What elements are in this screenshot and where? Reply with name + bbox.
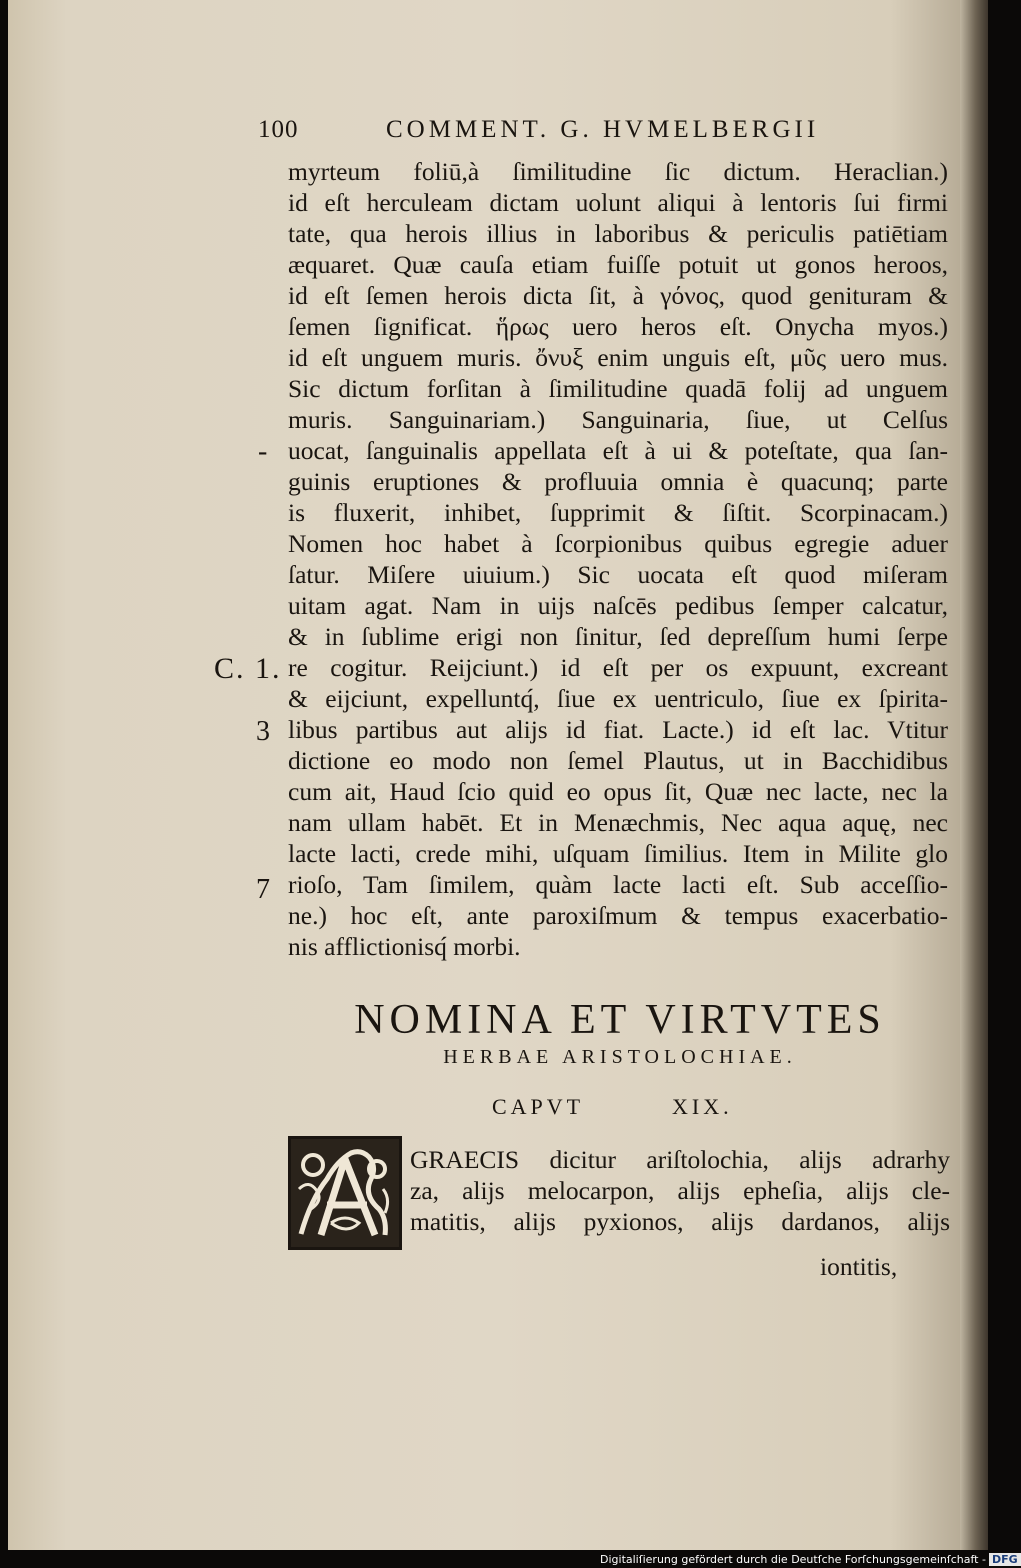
text-line: is fluxerit, inhibet, ſupprimit & ſiſtit. Scorpinacam.) xyxy=(288,498,948,527)
book-spine-shadow xyxy=(960,0,988,1550)
text-line: ſemen ſignificat. ἥρως uero heros eſt. Onycha myos.) xyxy=(288,312,948,341)
text-line: matitis, alijs pyxionos, alijs dardanos, alijs xyxy=(410,1207,950,1236)
text-line: guinis eruptiones & profluuia omnia è quacunq; parte xyxy=(288,467,948,496)
running-head xyxy=(258,116,918,152)
text-line: lacte lacti, crede mihi, uſquam ſimilius. Item in Milite glo xyxy=(288,839,948,868)
text-line: rioſo, Tam ſimilem, quàm lacte lacti eſt. Sub acceſſio- xyxy=(288,870,948,899)
chapter-number xyxy=(492,1094,752,1126)
text-line: Sic dictum forſitan à ſimilitudine quadā folij ad unguem xyxy=(288,374,948,403)
text-line: libus partibus aut alijs id fiat. Lacte.) id eſt lac. Vtitur xyxy=(288,715,948,744)
chapter-word: CAPVT xyxy=(492,1094,585,1119)
decorated-initial xyxy=(288,1136,402,1250)
margin-note-7: 7 xyxy=(256,874,270,905)
margin-note-3: 3 xyxy=(256,716,270,747)
text-line: muris. Sanguinariam.) Sanguinaria, ſiue, ut Celſus xyxy=(288,405,948,434)
text-line: uocat, ſanguinalis appellata eſt à ui & poteſtate, qua ſan- xyxy=(288,436,948,465)
margin-note-c1: C. 1. xyxy=(214,652,282,685)
text-line: nis afflictionisq́ morbi. xyxy=(288,932,521,961)
text-line: æquaret. Quæ cauſa etiam fuiſſe potuit ut gonos heroos, xyxy=(288,250,948,279)
text-line: ne.) hoc eſt, ante paroxiſmum & tempus exacerbatio- xyxy=(288,901,948,930)
text-line: uitam agat. Nam in uijs naſcēs pedibus ſemper calcatur, xyxy=(288,591,948,620)
margin-dash: - xyxy=(258,436,268,467)
text-line: re cogitur. Reijciunt.) id eſt per os expuunt, excreant xyxy=(288,653,948,682)
commentary-body xyxy=(288,156,948,962)
dfg-logo: DFG xyxy=(989,1553,1021,1566)
text-line: id eſt unguem muris. ὄνυξ enim unguis eſt, μῦς uero mus. xyxy=(288,343,948,372)
text-line: id eſt ſemen herois dicta ſit, à γόνος, quod genituram & xyxy=(288,281,948,310)
chapter-heading: NOMINA ET VIRTVTES xyxy=(354,997,886,1043)
text-line: & eijciunt, expelluntq́, ſiue ex uentriculo, ſiue ex ſpirita- xyxy=(288,684,948,713)
text-line: cum ait, Haud ſcio quid eo opus ſit, Quæ nec lacte, nec la xyxy=(288,777,948,806)
text-line: & in ſublime erigi non ſinitur, ſed depreſſum humi ſerpe xyxy=(288,622,948,651)
ornamental-initial-a-icon xyxy=(291,1139,399,1247)
running-title: COMMENT. G. HVMELBERGII xyxy=(386,116,820,143)
chapter-subheading: HERBAE ARISTOLOCHIAE. xyxy=(443,1046,797,1068)
catchword: iontitis, xyxy=(820,1252,898,1281)
page-number: 100 xyxy=(258,116,299,143)
text-line: Nomen hoc habet à ſcorpionibus quibus egregie aduer xyxy=(288,529,948,558)
text-line: za, alijs melocarpon, alijs epheſia, alijs cle- xyxy=(410,1176,950,1205)
credit-text: Digitaliſierung gefördert durch die Deutſche Forſchungsgemeinſchaft - xyxy=(600,1553,986,1566)
chapter-body xyxy=(410,1144,950,1237)
chapter-numeral: XIX. xyxy=(672,1094,733,1119)
text-line: id eſt herculeam dictam uolunt aliqui à lentoris ſui firmi xyxy=(288,188,948,217)
text-line: ſatur. Miſere uiuium.) Sic uocata eſt quod miſeram xyxy=(288,560,948,589)
digitization-credit xyxy=(600,1553,1018,1568)
text-line: dictione eo modo non ſemel Plautus, ut in Bacchidibus xyxy=(288,746,948,775)
text-line: myrteum foliū,à ſimilitudine ſic dictum. Heraclian.) xyxy=(288,157,948,186)
text-line: nam ullam habēt. Et in Menæchmis, Nec aqua aquę, nec xyxy=(288,808,948,837)
text-line: tate, qua herois illius in laboribus & periculis patiētiam xyxy=(288,219,948,248)
text-line: GRAECIS dicitur ariſtolochia, alijs adrarhy xyxy=(410,1145,950,1174)
